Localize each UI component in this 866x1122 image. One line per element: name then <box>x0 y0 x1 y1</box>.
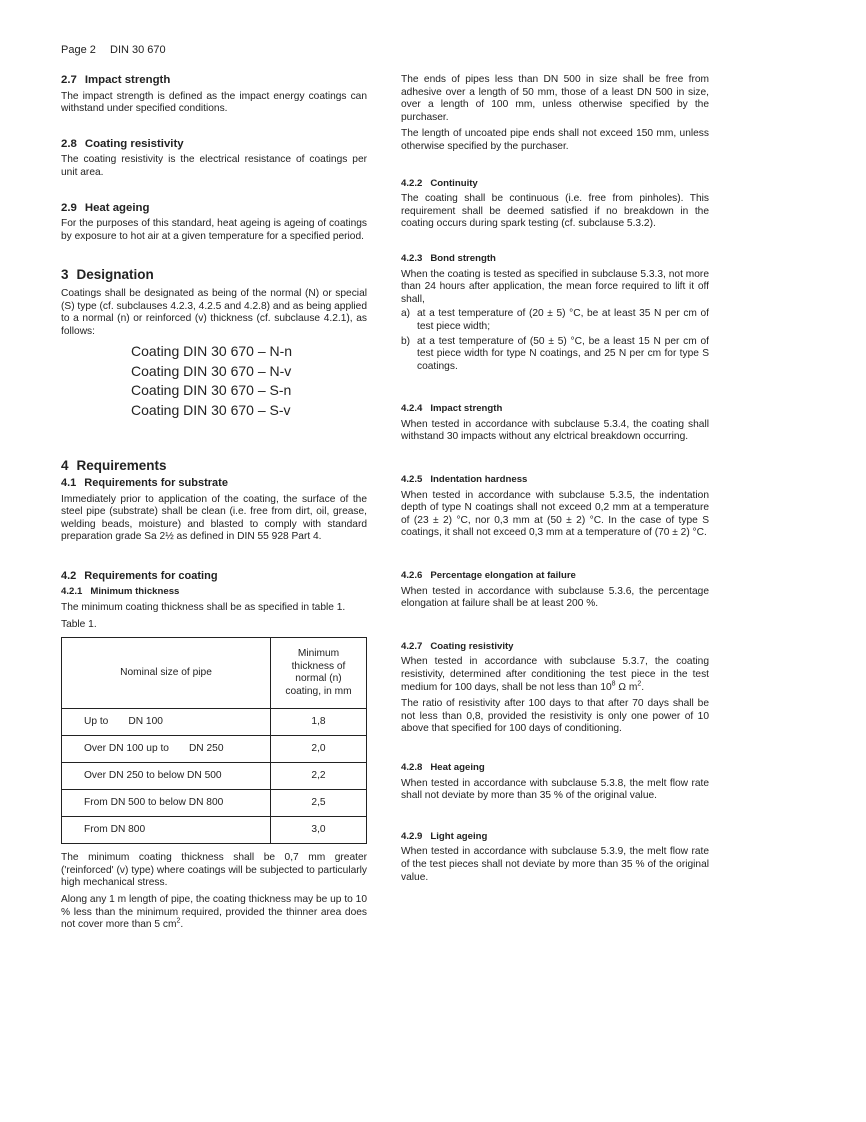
table-cell: Over DN 250 to below DN 500 <box>62 763 271 790</box>
heading: 2.8 Coating resistivity <box>61 137 184 150</box>
section-4-2 <box>61 570 367 932</box>
section-4-2-4 <box>401 403 709 444</box>
heading: 2.7 Impact strength <box>61 74 171 86</box>
standard-id: DIN 30 670 <box>110 44 166 56</box>
paragraph: For the purposes of this standard, heat ageing is ageing of coatings by exposure to hot air at a given temperature for a specified period. <box>61 218 367 242</box>
paragraph: The coating resistivity is the electrical resistance of coatings per unit area. <box>61 154 367 178</box>
table-cell: Up to DN 100 <box>62 709 271 736</box>
paragraph: When tested in accordance with subclause 5.3.9, the melt flow rate of the test pieces shall not deviate by more than 35 % of the original value. <box>401 846 709 883</box>
page-number: Page 2 <box>61 44 96 56</box>
subheading: 4.1 Requirements for substrate <box>61 476 228 489</box>
section-2-8 <box>61 138 367 180</box>
paragraph: The minimum coating thickness shall be as specified in table 1. <box>61 602 346 614</box>
section-4-2-2 <box>401 178 709 231</box>
thickness-table <box>61 637 367 844</box>
left-column <box>61 74 367 932</box>
pipe-ends <box>401 74 709 154</box>
table-header-cell: Nominal size of pipe <box>62 638 271 709</box>
section-4-2-6 <box>401 570 709 611</box>
subheading: 4.2 Requirements for coating <box>61 569 218 582</box>
paragraph: The coating shall be continuous (i.e. free from pinholes). This requirement shall be deemed satisfied if no breakdown in the coating occurs during spark testing (cf. subclause 5.3.2). <box>401 193 709 230</box>
heading: 3 Designation <box>61 267 154 283</box>
table-row <box>62 736 367 763</box>
subsubheading: 4.2.5 Indentation hardness <box>401 474 528 486</box>
paragraph: When tested in accordance with subclause 5.3.7, the coating resistivity, determined after conditioning the test piece in the test medium for 100 days, shall be not less than $10^8$ Ω $m^2$. <box>401 656 709 693</box>
table-cell: 2,5 <box>271 790 367 817</box>
designation-item: Coating DIN 30 670 – N-v <box>131 362 292 379</box>
paragraph: The length of uncoated pipe ends shall not exceed 150 mm, unless otherwise specified by the purchaser. <box>401 128 709 152</box>
paragraph: When tested in accordance with subclause 5.3.4, the coating shall withstand 30 impacts without any elctrical breakdown occurring. <box>401 418 709 443</box>
section-4 <box>61 460 367 544</box>
subsubheading: 4.2.2 Continuity <box>401 177 478 189</box>
section-2-9 <box>61 202 367 244</box>
subsubheading: 4.2.3 Bond strength <box>401 252 496 264</box>
table-header-cell: Minimum thickness of normal (n) coating, in mm <box>271 638 367 709</box>
table-caption: Table 1. <box>61 618 97 630</box>
heading: 2.9 Heat ageing <box>61 201 150 214</box>
designation-item: Coating DIN 30 670 – S-n <box>131 382 292 399</box>
list-item: b) at a test temperature of (50 ± 5) °C, be a least 15 N per cm of test piece width for type N coatings, and 25 N per cm for type S coatings. <box>401 335 709 372</box>
table-cell: Over DN 100 up to DN 250 <box>62 736 271 763</box>
section-4-2-5 <box>401 474 709 540</box>
designation-item: Coating DIN 30 670 – S-v <box>131 401 291 418</box>
designation-list <box>131 342 367 420</box>
table-row <box>62 709 367 736</box>
paragraph: When tested in accordance with subclause 5.3.5, the indentation depth of type N coatings shall not exceed 0,2 mm at a temperature of (23 ± 2) °C, nor 0,3 mm at (50 ± 2) °C. In the case of type S coatings, it shall not exceed 0,3 mm at a temperature of (70 ± 2) °C. <box>401 489 709 539</box>
table-cell: 3,0 <box>271 817 367 844</box>
subsubheading: 4.2.6 Percentage elongation at failure <box>401 570 576 582</box>
subsubheading: 4.2.1 Minimum thickness <box>61 586 180 598</box>
paragraph: When tested in accordance with subclause 5.3.6, the percentage elongation at failure shall be at least 200 %. <box>401 585 709 610</box>
section-4-2-9 <box>401 831 709 884</box>
section-4-2-8 <box>401 762 709 803</box>
section-4-2-7 <box>401 641 709 736</box>
table-cell: From DN 800 <box>62 817 271 844</box>
designation-item: Coating DIN 30 670 – N-n <box>131 343 293 360</box>
table-cell: From DN 500 to below DN 800 <box>62 790 271 817</box>
paragraph: The impact strength is defined as the impact energy coatings can withstand under specified conditions. <box>61 90 367 115</box>
table-row <box>62 763 367 790</box>
paragraph: The minimum coating thickness shall be 0,7 mm greater ('reinforced' (v) type) where coatings will be subjected to particularly high mechanical stress. <box>61 852 367 889</box>
heading: 4 Requirements <box>61 458 167 474</box>
paragraph: When tested in accordance with subclause 5.3.8, the melt flow rate shall not deviate by more than 35 % of the original value. <box>401 777 709 802</box>
paragraph: Immediately prior to application of the coating, the surface of the steel pipe (substrate) shall be clean (i.e. free from dirt, oil, grease, welding beads, moisture) and blasted to comply with standard preparation grade Sa 2½ as defined in DIN 55 928 Part 4. <box>61 493 367 543</box>
paragraph: Coatings shall be designated as being of the normal (N) or special (S) type (cf. subclauses 4.2.3, 4.2.5 and 4.2.8) and as being applied to a normal (n) or reinforced (v) thickness (cf. subclause 4.2.1), as follows: <box>61 287 367 337</box>
paragraph: The ends of pipes less than DN 500 in size shall be free from adhesive over a length of 50 mm, those of a least DN 500 in size, over a length of 100 mm, unless otherwise specified by the purchaser. <box>401 74 709 123</box>
section-2-7 <box>61 74 367 116</box>
table-header-row <box>62 638 367 709</box>
table-row <box>62 817 367 844</box>
section-3 <box>61 269 367 420</box>
table-cell: 2,2 <box>271 763 367 790</box>
subsubheading: 4.2.4 Impact strength <box>401 403 503 415</box>
list-item: a) at a test temperature of (20 ± 5) °C, be at least 35 N per cm of test piece width; <box>401 308 709 332</box>
subsubheading: 4.2.9 Light ageing <box>401 830 488 842</box>
table-cell: 2,0 <box>271 736 367 763</box>
right-column <box>401 74 709 884</box>
page-header <box>61 44 166 56</box>
paragraph: Along any 1 m length of pipe, the coating thickness may be up to 10 % less than the minimum required, provided the thinner area does not cover more than 5 $cm^2$. <box>61 894 367 931</box>
subsubheading: 4.2.7 Coating resistivity <box>401 640 514 652</box>
paragraph: When the coating is tested as specified in subclause 5.3.3, not more than 24 hours after application, the mean force required to lift it off shall, <box>401 268 709 305</box>
subsubheading: 4.2.8 Heat ageing <box>401 761 485 773</box>
section-4-2-3 <box>401 253 709 373</box>
table-row <box>62 790 367 817</box>
table-cell: 1,8 <box>271 709 367 736</box>
paragraph: The ratio of resistivity after 100 days to that after 70 days shall be not less than 0,8, provided the resistivity is only one power of 10 above that specified for 100 days of conditioning. <box>401 698 709 735</box>
